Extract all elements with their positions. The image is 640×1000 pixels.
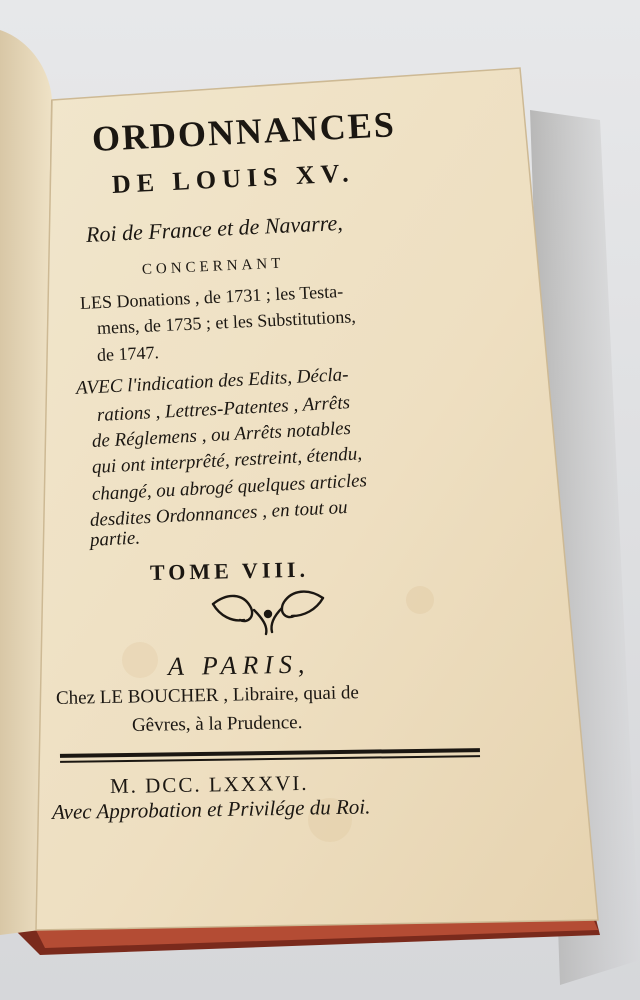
indication-line-5: changé, ou abrogé quelques articles <box>91 470 368 505</box>
volume-line: TOME VIII. <box>149 556 310 585</box>
title-line: ORDONNANCES <box>91 104 397 159</box>
date-line: M. DCC. LXXXVI. <box>109 770 309 798</box>
indication-line-3: de Réglemens , ou Arrêts notables <box>91 417 352 452</box>
foxing-spot <box>406 586 434 614</box>
place-line: A PARIS, <box>167 649 311 681</box>
indication-line-4: qui ont interprêté, restreint, étendu, <box>91 443 363 478</box>
publisher-line-2: Gêvres, à la Prudence. <box>131 712 303 736</box>
subject-line-1: LES Donations , de 1731 ; les Testa- <box>79 281 344 313</box>
indication-line-1: AVEC l'indication des Edits, Décla- <box>75 364 349 399</box>
foxing-spot <box>122 642 158 678</box>
privilege-line: Avec Approbation et Privilége du Roi. <box>51 794 371 824</box>
subtitle-line: DE LOUIS XV. <box>111 158 356 199</box>
indication-line-7: partie. <box>89 527 141 551</box>
concernant-line: CONCERNANT <box>141 255 285 278</box>
subject-line-2: mens, de 1735 ; et les Substitutions, <box>96 306 357 338</box>
subject-line-3: de 1747. <box>96 342 160 365</box>
king-line: Roi de France et de Navarre, <box>85 209 344 247</box>
publisher-line-1: Chez LE BOUCHER , Libraire, quai de <box>55 682 360 709</box>
indication-line-2: rations , Lettres-Patentes , Arrêts <box>96 392 351 426</box>
indication-line-6: desdites Ordonnances , en tout ou <box>89 496 349 531</box>
